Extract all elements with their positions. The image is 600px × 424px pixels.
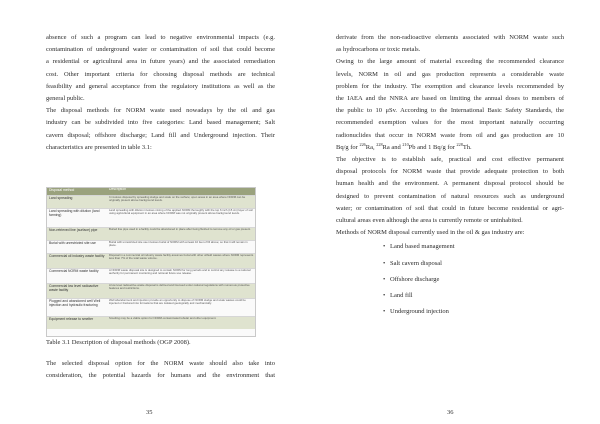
superscript: 228 [376,141,383,147]
text-fragment: Bq/g for [336,143,360,151]
text-line: cultural areas even although the area is currently remote or uninhabited. [336,217,523,225]
text-line: derivate from the non-radioactive elements associated with NORM waste such [336,34,564,41]
table-cell: Smelting may be a viable option for NORM-contaminated tubular and other equipment. [109,317,217,320]
text-line: recommended exemption values for the most important naturally occurring [336,119,564,127]
table-row [47,317,255,329]
text-line: as hydrocarbons or toxic metals. [336,46,421,54]
text-line: Owing to the large amount of material exceeding the recommended clearance [336,58,564,66]
table-header-cell: Description [109,188,126,191]
table-cell: Land spreading with dilution (land farming) [49,209,100,217]
left-paragraph-1 [46,32,275,105]
text-line: characteristics are presented in table 3.1: [46,143,152,151]
text-line: problem for the industry. The exemption and clearance levels recommended by [336,82,564,90]
list-item: • Land fill [390,288,564,304]
superscript: 210 [402,141,409,147]
table-cell: It involves disposal by spreading sludge and scale on the surface; open areas in an area where NORM can be originally present above background levels. [109,196,246,203]
text-line: human health and the environment. A permanent disposal protocol should be [336,180,564,188]
table-row [47,209,255,228]
text-fragment: Ra, [365,143,377,151]
text-fragment: Ra and [382,143,403,151]
text-fragment: Pb and 1 Bq/g for [408,143,457,151]
disposal-methods-table [46,187,256,337]
text-line: feasibility and general acceptance from the regulatory institutions as well as the [46,82,275,90]
table-row [47,241,255,254]
table-cell: A low level radioactive waste disposal is defined and licensed under national regulations with numerous protective features and restrictions. [109,284,250,291]
table-cell: Commercial oil industry waste facility [49,254,105,258]
page-number-left: 35 [146,409,153,416]
table-row [47,254,255,269]
table-row [47,228,255,241]
table-caption: Table 3.1 Description of disposal methods (OGP 2008). [46,339,191,346]
page-number-right: 36 [447,409,454,416]
table-cell: Non-retrieved line (surface) pipe [49,228,98,232]
table-cell: Land spreading [49,196,73,200]
table-cell: Commercial NORM waste facility [49,269,99,273]
right-paragraph-1 [336,32,564,56]
list-item: • Salt cavern disposal [390,256,564,272]
text-line: disposal protocols for NORM waste that provide adequate protection to both [336,168,564,176]
text-line: the public to 10 μSv. According to the International Basic Safety Standards, the [336,107,564,115]
table-row [47,269,255,284]
right-paragraph-3 [336,154,564,227]
table-header [47,188,255,196]
table-cell: Buried line pipe used in a facility could be abandoned in place after being flushed to remove any oil or gas present. [109,228,251,231]
table-row [47,299,255,317]
text-fragment: Th. [462,143,472,151]
text-line: a residential or agricultural area in future years) and the associated remediation [46,58,275,66]
table-row [47,196,255,209]
text-line: consideration, the potential hazards for humans and the environment that [46,372,275,380]
text-line: industry can be subdivided into five categories: Land based management; Salt [46,119,275,127]
list-item: • Underground injection [390,304,564,320]
table-cell: Burial with unrestricted site use involves burial of NORM with at least 10 feet of fill above; so that it will remain in place. [109,241,248,248]
bq-values-line [336,142,564,154]
text-line: designed to prevent contamination of natural resources such as underground [336,192,564,200]
right-page-text [336,32,564,320]
text-line: levels, NORM in oil and gas production represents a considerable waste [336,70,564,78]
table-cell: A NORM waste disposal site is designed to contain NORM for long periods and to control any release to a national authority for permanent monitoring and retrieval future use release. [109,269,251,276]
table-cell: Equipment release to smelter [49,317,94,321]
table-cell: Disposal in a commercial oil industry waste facility assumes burial with other oilfield wastes where NORM represents less than 7% of the total waste volume. [109,254,254,261]
disposal-methods-list [336,239,564,320]
text-line: absence of such a program can lead to negative environmental impacts (e.g. [46,34,275,41]
text-line: The objective is to establish safe, practical and cost effective permanent [336,156,564,164]
list-item: • Offshore discharge [390,272,564,288]
table-row [47,284,255,299]
text-line: the IAEA and the NNRA are based on limiting the annual doses to members of [336,95,564,103]
text-line: water; or contamination of soil that could in future become residential or agri- [336,204,564,212]
table-cell: Well abandonment and injection provide an opportunity to dispose of NORM sludge and scale wastes could be injected or fractured into formations that are isolated geologically and mechanically. [109,299,246,306]
text-line: contamination of underground water or contamination of soil that could become [46,46,275,54]
right-paragraph-2 [336,56,564,154]
text-line: general public. [46,95,85,103]
text-line: cost. Other important criteria for choosing disposal methods are technical [46,70,275,78]
table-cell: Commercial low level radioactive waste facility [49,284,99,292]
left-paragraph-2 [46,105,275,154]
superscript: 228 [456,141,463,147]
text-line: The disposal methods for NORM waste used nowadays by the oil and gas [46,107,275,115]
superscript: 226 [359,141,366,147]
table-cell: Plugged and abandoned well Well injection and hydraulic fracturing [49,299,101,307]
text-line: The selected disposal option for the NORM waste should also take into [46,360,275,368]
left-page-text [46,32,275,154]
text-line: cavern disposal; offshore discharge; Land fill and Underground injection. Their [46,131,275,139]
table-header-cell: Disposal method [49,188,75,192]
methods-intro: Methods of NORM disposal currently used in the oil & gas industry are: [336,229,525,237]
left-page-lower-text [46,337,275,383]
table-cell: Land spreading with dilution involves mixing of the applied NORM thoroughly with the top 6 inch (15 cm) layer of soil using agricultural equipment in an area where NORM was not originally present above background levels. [109,209,253,216]
table-cell: Burial with unrestricted site use [49,241,96,245]
list-item: • Land based management [390,239,564,255]
text-line: radionuclides that occur in NORM waste from oil and gas production are 10 [336,131,564,139]
